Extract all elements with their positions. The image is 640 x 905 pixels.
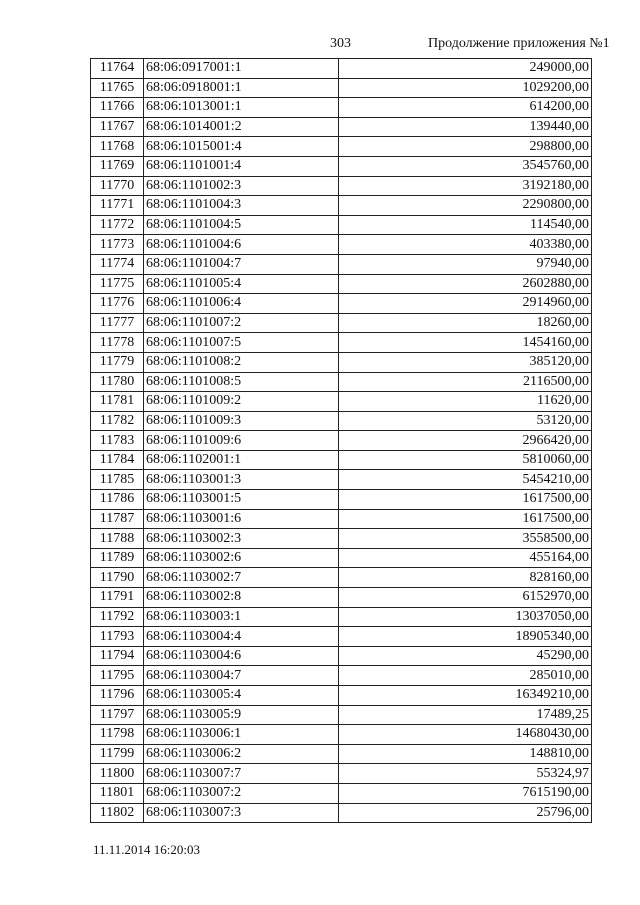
cadastral-number-cell: 68:06:1101005:4 bbox=[144, 274, 339, 294]
cadastral-value-cell: 3192180,00 bbox=[339, 176, 592, 196]
row-number-cell: 11773 bbox=[91, 235, 144, 255]
cadastral-number-cell: 68:06:1101006:4 bbox=[144, 294, 339, 314]
cadastral-number-cell: 68:06:0917001:1 bbox=[144, 59, 339, 79]
cadastral-value-table bbox=[90, 58, 592, 823]
table-row bbox=[91, 725, 592, 745]
cadastral-value-cell: 18905340,00 bbox=[339, 627, 592, 647]
cadastral-number-cell: 68:06:1101007:2 bbox=[144, 313, 339, 333]
table-row bbox=[91, 392, 592, 412]
row-number-cell: 11783 bbox=[91, 431, 144, 451]
table-row bbox=[91, 783, 592, 803]
row-number-cell: 11770 bbox=[91, 176, 144, 196]
row-number-cell: 11787 bbox=[91, 509, 144, 529]
row-number-cell: 11790 bbox=[91, 568, 144, 588]
table-row bbox=[91, 803, 592, 823]
cadastral-value-cell: 1617500,00 bbox=[339, 509, 592, 529]
row-number-cell: 11769 bbox=[91, 156, 144, 176]
cadastral-number-cell: 68:06:1101009:2 bbox=[144, 392, 339, 412]
row-number-cell: 11776 bbox=[91, 294, 144, 314]
cadastral-value-cell: 17489,25 bbox=[339, 705, 592, 725]
table-row bbox=[91, 176, 592, 196]
row-number-cell: 11797 bbox=[91, 705, 144, 725]
cadastral-number-cell: 68:06:0918001:1 bbox=[144, 78, 339, 98]
cadastral-value-cell: 53120,00 bbox=[339, 411, 592, 431]
row-number-cell: 11782 bbox=[91, 411, 144, 431]
row-number-cell: 11785 bbox=[91, 470, 144, 490]
cadastral-value-cell: 3545760,00 bbox=[339, 156, 592, 176]
table-row bbox=[91, 156, 592, 176]
cadastral-number-cell: 68:06:1101004:6 bbox=[144, 235, 339, 255]
table-row bbox=[91, 215, 592, 235]
cadastral-number-cell: 68:06:1103002:8 bbox=[144, 588, 339, 608]
cadastral-value-cell: 14680430,00 bbox=[339, 725, 592, 745]
appendix-title: Продолжение приложения №1 bbox=[428, 36, 610, 51]
table-row bbox=[91, 607, 592, 627]
table-row bbox=[91, 646, 592, 666]
cadastral-number-cell: 68:06:1101004:5 bbox=[144, 215, 339, 235]
table-row bbox=[91, 666, 592, 686]
cadastral-value-cell: 13037050,00 bbox=[339, 607, 592, 627]
table-row bbox=[91, 450, 592, 470]
row-number-cell: 11798 bbox=[91, 725, 144, 745]
row-number-cell: 11791 bbox=[91, 588, 144, 608]
table-row bbox=[91, 588, 592, 608]
cadastral-value-cell: 403380,00 bbox=[339, 235, 592, 255]
table-row bbox=[91, 372, 592, 392]
cadastral-value-cell: 385120,00 bbox=[339, 352, 592, 372]
table-row bbox=[91, 294, 592, 314]
cadastral-number-cell: 68:06:1103004:4 bbox=[144, 627, 339, 647]
table-row bbox=[91, 274, 592, 294]
cadastral-value-cell: 18260,00 bbox=[339, 313, 592, 333]
cadastral-value-cell: 2966420,00 bbox=[339, 431, 592, 451]
cadastral-value-cell: 2602880,00 bbox=[339, 274, 592, 294]
cadastral-number-cell: 68:06:1103004:6 bbox=[144, 646, 339, 666]
cadastral-value-cell: 139440,00 bbox=[339, 117, 592, 137]
row-number-cell: 11772 bbox=[91, 215, 144, 235]
table-row bbox=[91, 490, 592, 510]
cadastral-number-cell: 68:06:1101008:5 bbox=[144, 372, 339, 392]
cadastral-value-cell: 114540,00 bbox=[339, 215, 592, 235]
cadastral-number-cell: 68:06:1103003:1 bbox=[144, 607, 339, 627]
cadastral-value-cell: 25796,00 bbox=[339, 803, 592, 823]
table-row bbox=[91, 764, 592, 784]
row-number-cell: 11800 bbox=[91, 764, 144, 784]
row-number-cell: 11792 bbox=[91, 607, 144, 627]
table-row bbox=[91, 744, 592, 764]
cadastral-value-cell: 5454210,00 bbox=[339, 470, 592, 490]
cadastral-value-cell: 455164,00 bbox=[339, 548, 592, 568]
cadastral-number-cell: 68:06:1101002:3 bbox=[144, 176, 339, 196]
row-number-cell: 11788 bbox=[91, 529, 144, 549]
row-number-cell: 11786 bbox=[91, 490, 144, 510]
row-number-cell: 11784 bbox=[91, 450, 144, 470]
row-number-cell: 11765 bbox=[91, 78, 144, 98]
page-number: 303 bbox=[330, 36, 351, 51]
cadastral-number-cell: 68:06:1103002:3 bbox=[144, 529, 339, 549]
row-number-cell: 11793 bbox=[91, 627, 144, 647]
cadastral-number-cell: 68:06:1103001:6 bbox=[144, 509, 339, 529]
print-timestamp: 11.11.2014 16:20:03 bbox=[93, 842, 201, 857]
cadastral-number-cell: 68:06:1103006:2 bbox=[144, 744, 339, 764]
row-number-cell: 11768 bbox=[91, 137, 144, 157]
table-row bbox=[91, 196, 592, 216]
cadastral-value-cell: 55324,97 bbox=[339, 764, 592, 784]
table-row bbox=[91, 313, 592, 333]
cadastral-number-cell: 68:06:1102001:1 bbox=[144, 450, 339, 470]
row-number-cell: 11796 bbox=[91, 686, 144, 706]
cadastral-number-cell: 68:06:1101009:6 bbox=[144, 431, 339, 451]
row-number-cell: 11781 bbox=[91, 392, 144, 412]
cadastral-value-cell: 7615190,00 bbox=[339, 783, 592, 803]
table-row bbox=[91, 568, 592, 588]
row-number-cell: 11802 bbox=[91, 803, 144, 823]
table-row bbox=[91, 235, 592, 255]
cadastral-value-cell: 2290800,00 bbox=[339, 196, 592, 216]
row-number-cell: 11780 bbox=[91, 372, 144, 392]
table-row bbox=[91, 509, 592, 529]
cadastral-number-cell: 68:06:1103005:4 bbox=[144, 686, 339, 706]
cadastral-value-cell: 3558500,00 bbox=[339, 529, 592, 549]
cadastral-value-cell: 6152970,00 bbox=[339, 588, 592, 608]
cadastral-number-cell: 68:06:1101004:7 bbox=[144, 254, 339, 274]
table-row bbox=[91, 411, 592, 431]
cadastral-number-cell: 68:06:1103001:5 bbox=[144, 490, 339, 510]
table-row bbox=[91, 59, 592, 79]
table-row bbox=[91, 705, 592, 725]
table-row bbox=[91, 333, 592, 353]
table-row bbox=[91, 98, 592, 118]
table-row bbox=[91, 352, 592, 372]
cadastral-value-cell: 45290,00 bbox=[339, 646, 592, 666]
row-number-cell: 11766 bbox=[91, 98, 144, 118]
row-number-cell: 11778 bbox=[91, 333, 144, 353]
table-body bbox=[91, 59, 592, 823]
cadastral-value-cell: 249000,00 bbox=[339, 59, 592, 79]
cadastral-number-cell: 68:06:1103007:7 bbox=[144, 764, 339, 784]
row-number-cell: 11767 bbox=[91, 117, 144, 137]
cadastral-value-cell: 298800,00 bbox=[339, 137, 592, 157]
cadastral-value-cell: 2116500,00 bbox=[339, 372, 592, 392]
cadastral-number-cell: 68:06:1101004:3 bbox=[144, 196, 339, 216]
cadastral-number-cell: 68:06:1101001:4 bbox=[144, 156, 339, 176]
row-number-cell: 11775 bbox=[91, 274, 144, 294]
table-row bbox=[91, 686, 592, 706]
cadastral-number-cell: 68:06:1101008:2 bbox=[144, 352, 339, 372]
cadastral-value-cell: 148810,00 bbox=[339, 744, 592, 764]
table-row bbox=[91, 78, 592, 98]
table-row bbox=[91, 137, 592, 157]
cadastral-value-cell: 11620,00 bbox=[339, 392, 592, 412]
cadastral-value-cell: 614200,00 bbox=[339, 98, 592, 118]
cadastral-number-cell: 68:06:1015001:4 bbox=[144, 137, 339, 157]
row-number-cell: 11799 bbox=[91, 744, 144, 764]
table-row bbox=[91, 529, 592, 549]
row-number-cell: 11789 bbox=[91, 548, 144, 568]
row-number-cell: 11779 bbox=[91, 352, 144, 372]
cadastral-number-cell: 68:06:1103007:2 bbox=[144, 783, 339, 803]
row-number-cell: 11794 bbox=[91, 646, 144, 666]
cadastral-value-cell: 5810060,00 bbox=[339, 450, 592, 470]
cadastral-number-cell: 68:06:1103007:3 bbox=[144, 803, 339, 823]
cadastral-number-cell: 68:06:1101007:5 bbox=[144, 333, 339, 353]
cadastral-value-cell: 2914960,00 bbox=[339, 294, 592, 314]
row-number-cell: 11777 bbox=[91, 313, 144, 333]
cadastral-value-cell: 1029200,00 bbox=[339, 78, 592, 98]
cadastral-number-cell: 68:06:1013001:1 bbox=[144, 98, 339, 118]
cadastral-number-cell: 68:06:1103004:7 bbox=[144, 666, 339, 686]
cadastral-value-cell: 1454160,00 bbox=[339, 333, 592, 353]
cadastral-value-cell: 16349210,00 bbox=[339, 686, 592, 706]
cadastral-number-cell: 68:06:1101009:3 bbox=[144, 411, 339, 431]
row-number-cell: 11795 bbox=[91, 666, 144, 686]
cadastral-value-cell: 1617500,00 bbox=[339, 490, 592, 510]
row-number-cell: 11801 bbox=[91, 783, 144, 803]
cadastral-number-cell: 68:06:1014001:2 bbox=[144, 117, 339, 137]
cadastral-number-cell: 68:06:1103002:6 bbox=[144, 548, 339, 568]
cadastral-number-cell: 68:06:1103002:7 bbox=[144, 568, 339, 588]
row-number-cell: 11771 bbox=[91, 196, 144, 216]
cadastral-number-cell: 68:06:1103005:9 bbox=[144, 705, 339, 725]
cadastral-value-cell: 285010,00 bbox=[339, 666, 592, 686]
row-number-cell: 11774 bbox=[91, 254, 144, 274]
table-row bbox=[91, 431, 592, 451]
cadastral-value-cell: 828160,00 bbox=[339, 568, 592, 588]
cadastral-value-cell: 97940,00 bbox=[339, 254, 592, 274]
cadastral-number-cell: 68:06:1103001:3 bbox=[144, 470, 339, 490]
table-row bbox=[91, 117, 592, 137]
table-row bbox=[91, 470, 592, 490]
table-row bbox=[91, 627, 592, 647]
table-row bbox=[91, 254, 592, 274]
cadastral-number-cell: 68:06:1103006:1 bbox=[144, 725, 339, 745]
row-number-cell: 11764 bbox=[91, 59, 144, 79]
table-row bbox=[91, 548, 592, 568]
